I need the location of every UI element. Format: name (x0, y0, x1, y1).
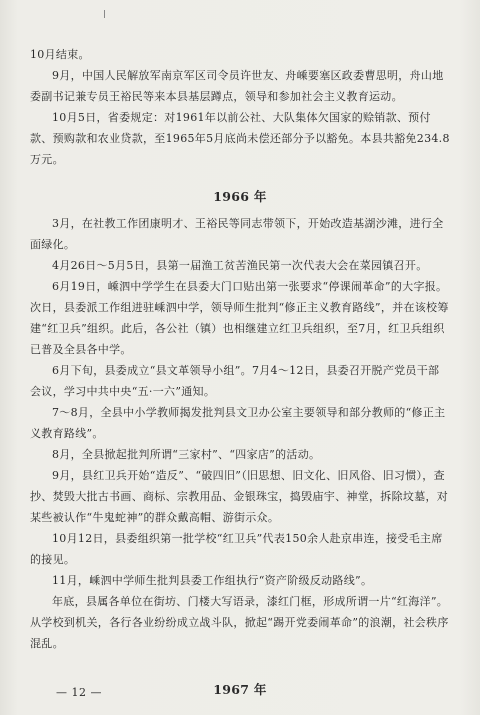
page-number: — 12 — (56, 686, 102, 699)
year-heading-1967: 1967 年 (213, 682, 267, 697)
paragraph: 11月，嵊泗中学师生批判县委工作组执行“资产阶级反动路线”。 (52, 574, 373, 587)
paragraph: 4月26日～5月5日，县第一届渔工贫苦渔民第一次代表大会在菜园镇召开。 (52, 259, 428, 272)
paragraph: 9月，县红卫兵开始“造反”、“破四旧”（旧思想、旧文化、旧风俗、旧习惯），查抄、焚毁大批古书画、商标、宗教用品、金银珠宝，捣毁庙宇、神堂，拆除坟墓，对某些被认作“牛鬼蛇神”的群众戴高帽、游街示众。 (30, 469, 449, 524)
paragraph: 8月，全县掀起批判所谓“三家村”、“四家店”的活动。 (52, 448, 321, 461)
paragraph: 3月，在社教工作团康明才、王裕民等同志带领下，开始改造基湖沙滩，进行全面绿化。 (30, 217, 444, 251)
paragraph: 10月12日，县委组织第一批学校“红卫兵”代表150余人赴京串连，接受毛主席的接见。 (30, 532, 443, 566)
paragraph: 6月下旬，县委成立“县文革领导小组”。7月4～12日，县委召开脱产党员干部会议，学习中共中央“五·一六”通知。 (30, 364, 440, 398)
paragraph: 9月，中国人民解放军南京军区司令员许世友、舟嵊要塞区政委曹思明，舟山地委副书记兼专员王裕民等来本县基层蹲点，领导和参加社会主义教育运动。 (30, 69, 444, 103)
page-content (30, 44, 450, 700)
paragraph: 6月19日，嵊泗中学学生在县委大门口贴出第一张要求“停课闹革命”的大字报。次日，县委派工作组进驻嵊泗中学，领导师生批判“修正主义教育路线”，并在该校筹建“红卫兵”组织。此后，各公社（镇）也相继建立红卫兵组织，至7月，红卫兵组织已普及全县各中学。 (30, 280, 449, 356)
year-heading-1966: 1966 年 (213, 189, 267, 204)
paragraph: 10月结束。 (30, 48, 90, 61)
margin-mark (104, 10, 105, 18)
paragraph: 10月5日，省委规定：对1961年以前公社、大队集体欠国家的赊销款、预付款、预购款和农业贷款，至1965年5月底尚未偿还部分予以豁免。本县共豁免234.8万元。 (30, 111, 450, 166)
paragraph: 7～8月，全县中小学教师揭发批判县文卫办公室主要领导和部分教师的“修正主义教育路线”。 (30, 406, 446, 440)
paragraph: 年底，县属各单位在街坊、门楼大写语录，漆红门框，形成所谓一片“红海洋”。从学校到机关，各行各业纷纷成立战斗队，掀起“踢开党委闹革命”的浪潮，社会秩序混乱。 (30, 595, 449, 650)
